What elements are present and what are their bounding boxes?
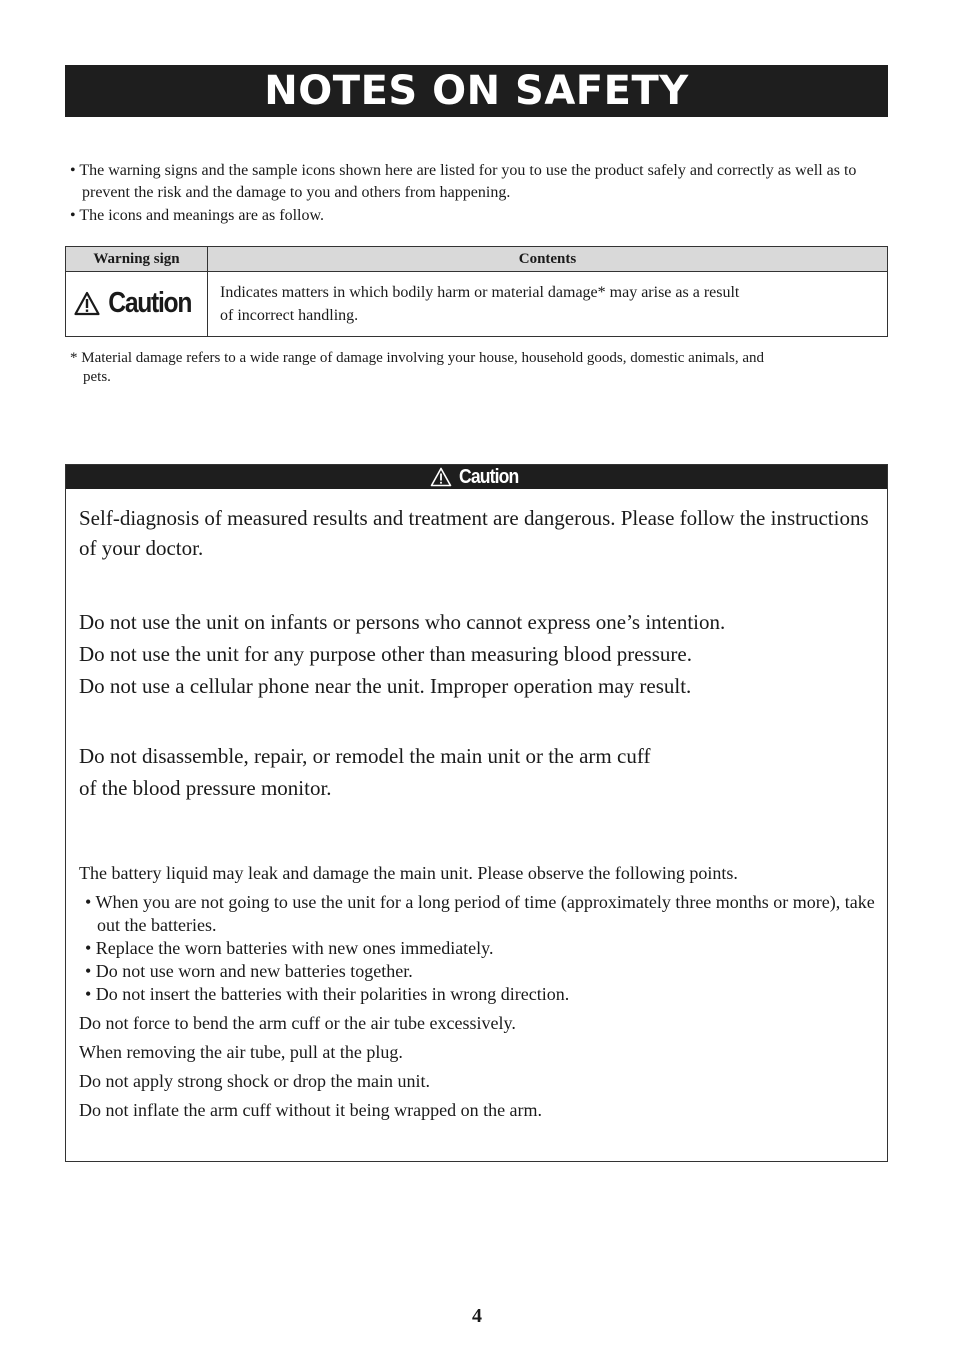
self-diagnosis-warning [79, 503, 877, 563]
warning-line: Do not use the unit on infants or persons who cannot express one’s intention. [79, 610, 726, 634]
caution-header [66, 465, 887, 489]
list-item: Do not inflate the arm cuff without it being wrapped on the arm. [79, 1100, 543, 1120]
intro-line: • The warning signs and the sample icons shown here are listed for you to use the product safely and correctly as well as to prevent the risk and the damage to you and others from happening. [70, 162, 857, 201]
list-item: • Replace the worn batteries with new ones immediately. [85, 938, 494, 958]
caution-description [208, 272, 888, 337]
battery-bullet-list [79, 891, 877, 1006]
handling-warnings [79, 1009, 877, 1125]
page-number: 4 [472, 1305, 482, 1327]
list-item: • Do not insert the batteries with their polarities in wrong direction. [85, 984, 570, 1004]
list-item: • When you are not going to use the unit for a long period of time (approximately three months or more), take out the batteries. [85, 892, 875, 935]
material-damage-footnote: * Material damage refers to a wide range of damage involving your house, household goods, domestic animals, and pets. [70, 350, 764, 385]
battery-warnings [79, 861, 877, 1125]
list-item: • Do not use worn and new batteries together. [85, 961, 413, 981]
intro-line: • The icons and meanings are as follow. [70, 207, 324, 224]
list-item: Do not force to bend the arm cuff or the air tube excessively. [79, 1013, 516, 1033]
warning-line: Do not use a cellular phone near the unit. Improper operation may result. [79, 674, 692, 698]
caution-sign-label: Caution [108, 287, 192, 319]
list-item: When removing the air tube, pull at the plug. [79, 1042, 403, 1062]
intro [70, 160, 890, 227]
caution-sign [74, 287, 198, 320]
warning-paragraph: Self-diagnosis of measured results and treatment are dangerous. Please follow the instructions of your doctor. [79, 506, 869, 560]
battery-intro: The battery liquid may leak and damage the main unit. Please observe the following points. [79, 863, 738, 883]
warning-line: of the blood pressure monitor. [79, 776, 332, 800]
list-item: Do not apply strong shock or drop the main unit. [79, 1071, 430, 1091]
description-line: Indicates matters in which bodily harm or material damage* may arise as a result [220, 284, 740, 301]
page-title: NOTES ON SAFETY [65, 65, 888, 117]
warning-line: Do not use the unit for any purpose other than measuring blood pressure. [79, 642, 692, 666]
warning-triangle-icon [74, 291, 100, 316]
table-row [66, 272, 888, 337]
column-header-contents: Contents [208, 247, 888, 272]
warning-line: Do not disassemble, repair, or remodel the main unit or the arm cuff [79, 744, 651, 768]
caution-sign-cell [66, 272, 208, 337]
disassembly-warning [79, 740, 877, 804]
warning-triangle-icon [430, 467, 452, 487]
caution-box [65, 464, 888, 1162]
caution-header-label: Caution [459, 465, 519, 488]
column-header-warning-sign: Warning sign [66, 247, 208, 272]
description-line: of incorrect handling. [220, 307, 359, 324]
usage-warnings [79, 606, 877, 702]
warning-sign-table [65, 246, 888, 337]
